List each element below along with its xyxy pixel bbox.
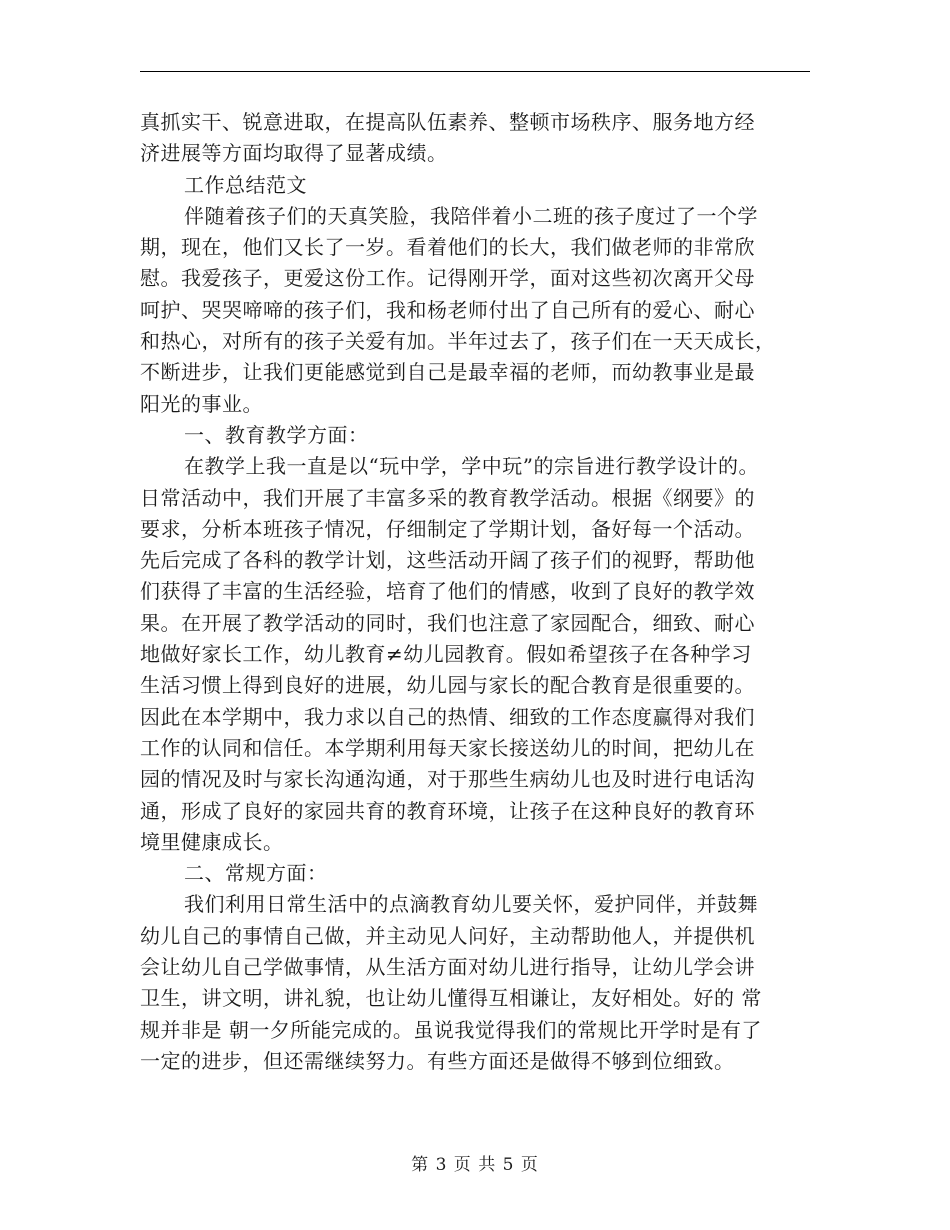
paragraph-line: 通，形成了良好的家园共育的教育环境，让孩子在这种良好的教育环 <box>140 798 755 823</box>
paragraph-line: 呵护、哭哭啼啼的孩子们，我和杨老师付出了自己所有的爱心、耐心 <box>140 297 755 322</box>
paragraph-line: 伴随着孩子们的天真笑脸，我陪伴着小二班的孩子度过了一个学 <box>184 203 758 228</box>
paragraph-line: 果。在开展了教学活动的同时，我们也注意了家园配合，细致、耐心 <box>140 610 755 635</box>
section-heading: 二、常规方面： <box>184 861 328 886</box>
document-body <box>140 107 812 1077</box>
paragraph-line: 我们利用日常生活中的点滴教育幼儿要关怀，爱护同伴，并鼓舞 <box>184 892 758 917</box>
paragraph-line: 期，现在，他们又长了一岁。看着他们的长大，我们做老师的非常欣 <box>140 235 755 260</box>
paragraph-line: 济进展等方面均取得了显著成绩。 <box>140 141 448 166</box>
section-heading: 工作总结范文 <box>184 172 307 197</box>
page-number-footer: 第 3 页 共 5 页 <box>411 1155 539 1175</box>
paragraph-line: 因此在本学期中，我力求以自己的热情、细致的工作态度赢得对我们 <box>140 704 755 729</box>
paragraph-line: 日常活动中，我们开展了丰富多采的教育教学活动。根据《纲要》的 <box>140 485 755 510</box>
paragraph-line: 生活习惯上得到良好的进展，幼儿园与家长的配合教育是很重要的。 <box>140 673 755 698</box>
paragraph-line: 幼儿自己的事情自己做，并主动见人问好，主动帮助他人，并提供机 <box>140 923 755 948</box>
paragraph-line: 一定的进步，但还需继续努力。有些方面还是做得不够到位细致。 <box>140 1048 735 1073</box>
paragraph-line: 和热心，对所有的孩子关爱有加。半年过去了，孩子们在一天天成长， <box>140 329 776 354</box>
paragraph-line: 境里健康成长。 <box>140 829 284 854</box>
header-rule <box>140 71 810 72</box>
paragraph-line: 卫生，讲文明，讲礼貌，也让幼儿懂得互相谦让，友好相处。好的 常 <box>140 986 762 1011</box>
paragraph-line: 工作的认同和信任。本学期利用每天家长接送幼儿的时间，把幼儿在 <box>140 735 755 760</box>
paragraph-line: 在教学上我一直是以“玩中学，学中玩”的宗旨进行教学设计的。 <box>184 454 759 479</box>
paragraph-line: 先后完成了各科的教学计划，这些活动开阔了孩子们的视野，帮助他 <box>140 548 755 573</box>
paragraph-line: 园的情况及时与家长沟通沟通，对于那些生病幼儿也及时进行电话沟 <box>140 767 755 792</box>
paragraph-line: 真抓实干、锐意进取，在提高队伍素养、整顿市场秩序、服务地方经 <box>140 110 755 134</box>
paragraph-line: 慰。我爱孩子，更爱这份工作。记得刚开学，面对这些初次离开父母 <box>140 266 755 291</box>
paragraph-line: 不断进步，让我们更能感觉到自己是最幸福的老师，而幼教事业是最 <box>140 360 755 385</box>
paragraph-line: 会让幼儿自己学做事情，从生活方面对幼儿进行指导，让幼儿学会讲 <box>140 955 755 980</box>
paragraph-line: 规并非是 朝一夕所能完成的。虽说我觉得我们的常规比开学时是有了 <box>140 1017 762 1042</box>
paragraph-line: 地做好家长工作，幼儿教育≠幼儿园教育。假如希望孩子在各种学习 <box>140 642 752 667</box>
section-heading: 一、教育教学方面： <box>184 422 369 447</box>
paragraph-line: 们获得了丰富的生活经验，培育了他们的情感，收到了良好的教学效 <box>140 579 755 604</box>
paragraph-line: 阳光的事业。 <box>140 391 263 416</box>
paragraph-line: 要求，分析本班孩子情况，仔细制定了学期计划，备好每一个活动。 <box>140 516 755 541</box>
